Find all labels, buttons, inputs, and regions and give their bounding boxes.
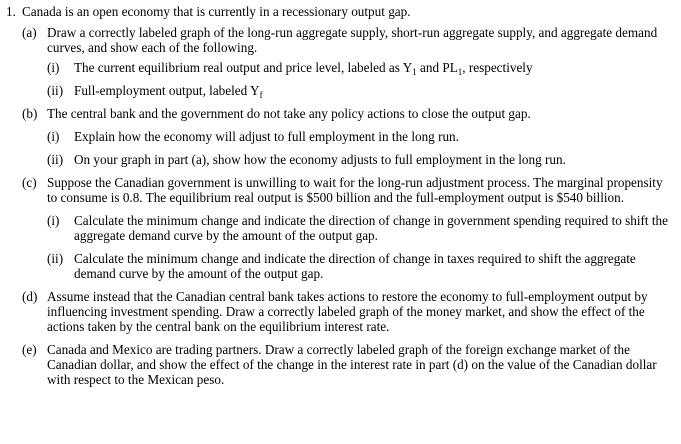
- part-c-ii-text: Calculate the minimum change and indicate the direction of change in taxes required to shift the aggregate demand curve by the amount of the output gap.: [74, 251, 636, 281]
- part-c-i: [47, 213, 676, 243]
- part-d-text: Assume instead that the Canadian central bank takes actions to restore the economy to full-employment output by influencing investment spending. Draw a correctly labeled graph of the money market, and show the effect of the actions taken by the central bank on the equilibrium interest rate.: [47, 289, 648, 334]
- part-a-i-text: The current equilibrium real output and price level, labeled as $Y_1$ and $PL_1$, respectively: [74, 60, 533, 77]
- part-c-ii-label: (ii): [47, 251, 64, 266]
- part-d: [22, 289, 676, 334]
- part-b-i-label: (i): [47, 129, 60, 144]
- part-b-ii: [47, 152, 676, 167]
- part-e: [22, 342, 676, 387]
- part-e-label: (e): [22, 342, 37, 357]
- part-c-i-text: Calculate the minimum change and indicate the direction of change in government spending required to shift the aggregate demand curve by the amount of the output gap.: [74, 213, 668, 243]
- part-c-text: Suppose the Canadian government is unwilling to wait for the long-run adjustment process. The marginal propensity to consume is 0.8. The equilibrium real output is $500 billion and the full-employment output is $540 billion.: [47, 175, 663, 205]
- part-b-ii-text: On your graph in part (a), show how the economy adjusts to full employment in the long run.: [74, 152, 566, 167]
- part-e-text: Canada and Mexico are trading partners. Draw a correctly labeled graph of the foreign exchange market of the Canadian dollar, and show the effect of the change in the interest rate in part (d) on the value of the Canadian dollar with respect to the Mexican peso.: [47, 342, 657, 387]
- part-c-ii: [47, 251, 676, 281]
- part-c-i-label: (i): [47, 213, 60, 228]
- part-a-label: (a): [22, 25, 37, 40]
- part-b-ii-label: (ii): [47, 152, 64, 167]
- part-b-i-text: Explain how the economy will adjust to full employment in the long run.: [74, 129, 459, 144]
- part-a-ii-text: Full-employment output, labeled $Y_f$: [74, 83, 263, 100]
- part-a-text: Draw a correctly labeled graph of the long-run aggregate supply, short-run aggregate supply, and aggregate demand curves, and show each of the following.: [47, 25, 658, 55]
- question-stem-row: [6, 4, 676, 19]
- part-c: [22, 175, 676, 281]
- part-a-ii: [47, 83, 676, 98]
- part-a-i-label: (i): [47, 60, 60, 75]
- part-c-label: (c): [22, 175, 37, 190]
- question-number: 1.: [6, 4, 16, 19]
- part-b-text: The central bank and the government do not take any policy actions to close the output gap.: [47, 106, 531, 121]
- part-b: [22, 106, 676, 167]
- question-1: [6, 4, 676, 387]
- part-a: [22, 25, 676, 98]
- part-b-label: (b): [22, 106, 38, 121]
- question-stem: Canada is an open economy that is currently in a recessionary output gap.: [22, 4, 411, 19]
- part-a-i: [47, 60, 676, 75]
- part-a-ii-label: (ii): [47, 83, 64, 98]
- part-b-i: [47, 129, 676, 144]
- part-d-label: (d): [22, 289, 38, 304]
